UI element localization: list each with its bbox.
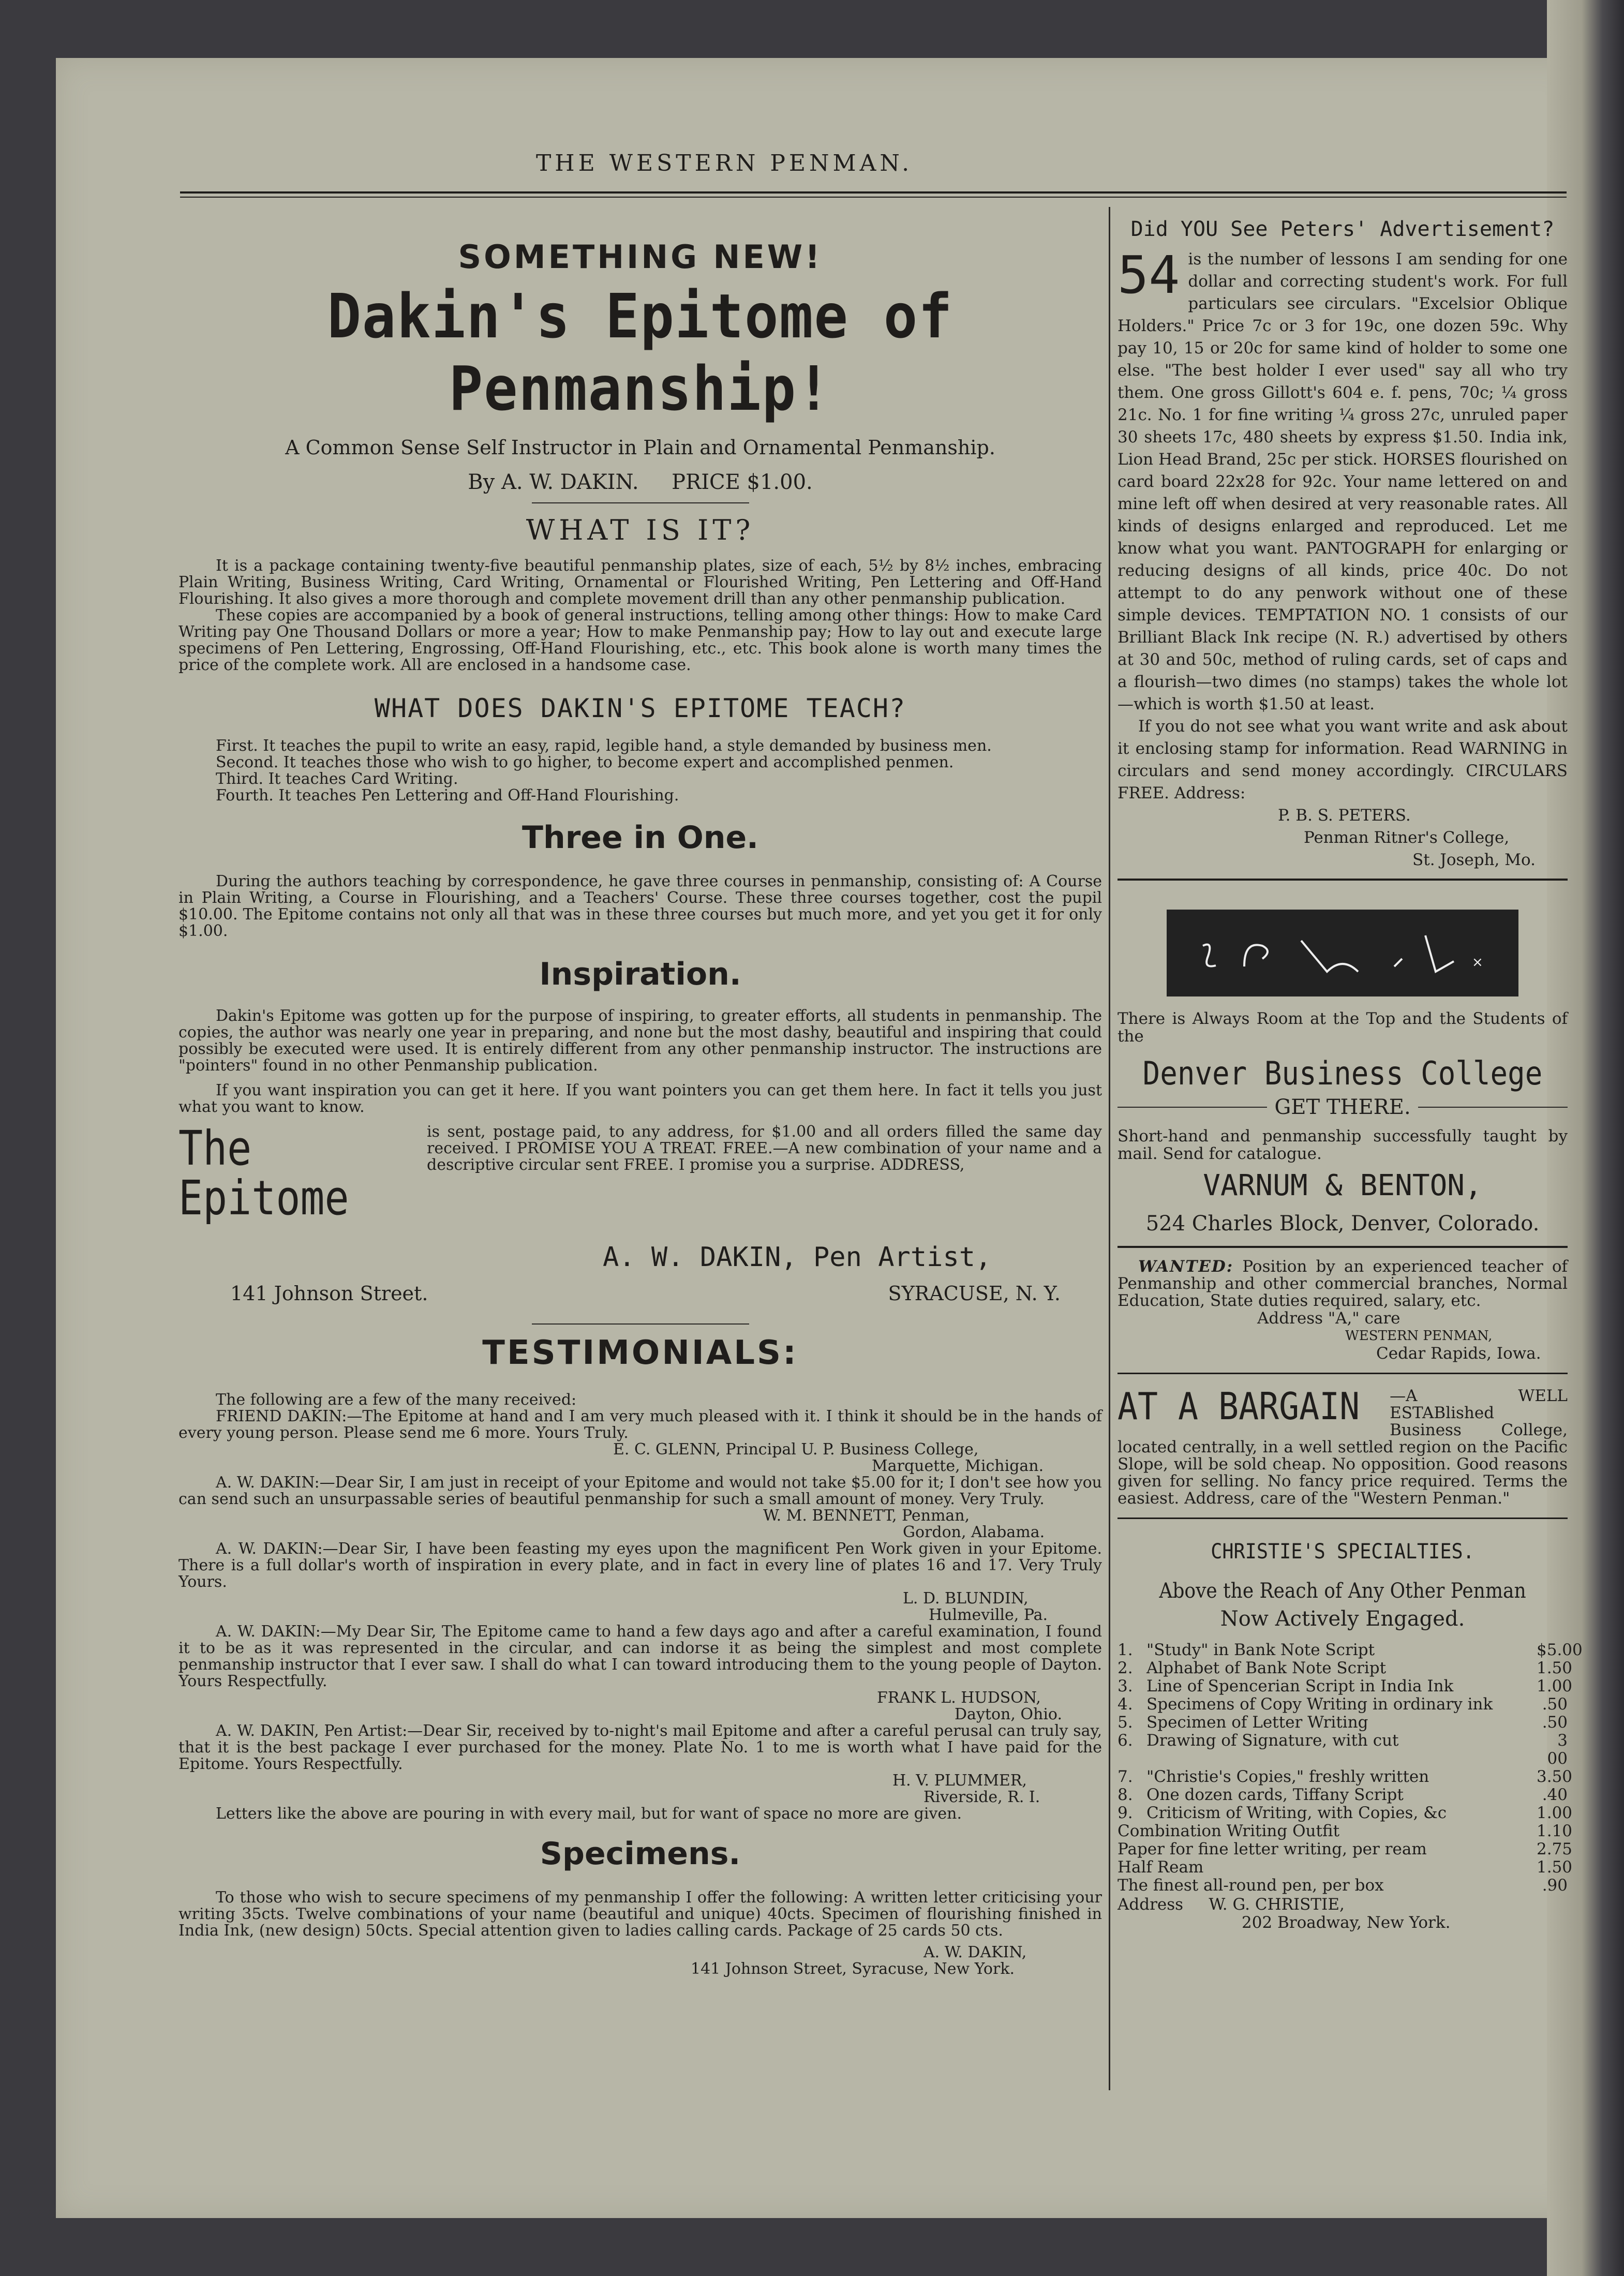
- testimonial-1-place: Marquette, Michigan.: [872, 1457, 1044, 1475]
- epitome-paragraph: is sent, postage paid, to any address, for $1.00 and all orders filled the same day received. I PROMISE YOU A TREAT. FREE.—A new combination of your name and a descriptive circular sent FREE. I promise you a surprise. ADDRESS,: [427, 1123, 1102, 1174]
- price-list-price: 1.10: [1537, 1822, 1573, 1840]
- teach-second: Second. It teaches those who wish to go higher, to become expert and accomplished penmen.: [216, 753, 954, 771]
- testimonials-intro: The following are a few of the many received:: [216, 1391, 577, 1409]
- testimonial-2-signature: W. M. BENNETT, Penman,: [763, 1507, 970, 1525]
- price-list-item-name: Drawing of Signature, with cut: [1146, 1731, 1399, 1750]
- christie-subheading-1: Above the Reach of Any Other Penman: [1159, 1579, 1526, 1603]
- christie-subheading-2: Now Actively Engaged.: [1220, 1607, 1465, 1631]
- teach-heading: WHAT DOES DAKIN'S EPITOME TEACH?: [374, 693, 906, 723]
- price-list-item: [1118, 1714, 1568, 1732]
- peters-college: Penman Ritner's College,: [1304, 828, 1510, 847]
- testimonials-outro: Letters like the above are pouring in with every mail, but for want of space no more are given.: [216, 1805, 962, 1823]
- price-list-item-name: Line of Spencerian Script in India Ink: [1146, 1677, 1454, 1695]
- christie-address-city: 202 Broadway, New York.: [1242, 1913, 1451, 1932]
- testimonial-5-signature: H. V. PLUMMER,: [892, 1772, 1027, 1790]
- byline: By A. W. DAKIN. PRICE $1.00.: [468, 470, 813, 494]
- svg-text:×: ×: [1472, 955, 1483, 970]
- price-list-item-name: The finest all-round pen, per box: [1118, 1876, 1384, 1895]
- three-paragraph: During the authors teaching by correspondence, he gave three courses in penmanship, consisting of: A Course in Plain Writing, a Course in Flourishing, and a Teachers' Course. These three courses together, cost the pupil $10.00. The Epitome contains not only all that was in these three courses but much more, and yet you get it for only $1.00.: [178, 872, 1102, 940]
- price-list-item: [1118, 1840, 1573, 1858]
- price-list-price: .90: [1542, 1876, 1568, 1895]
- testimonial-3-signature: L. D. BLUNDIN,: [903, 1589, 1029, 1608]
- price-list-item: [1118, 1767, 1573, 1786]
- specimens-heading: Specimens.: [540, 1836, 741, 1872]
- testimonial-1-signature: E. C. GLENN, Principal U. P. Business College,: [613, 1440, 979, 1459]
- column-divider: [1109, 207, 1110, 2090]
- header-rule: [180, 191, 1567, 194]
- peters-heading: Did YOU See Peters' Advertisement?: [1130, 217, 1555, 241]
- peters-paragraph-2: If you do not see what you want write and ask about it enclosing stamp for information. Read WARNING in circulars and send money accordingly. CIRCULARS FREE. Address:: [1118, 717, 1568, 802]
- section-rule: [1118, 1518, 1568, 1519]
- testimonial-2-place: Gordon, Alabama.: [903, 1523, 1045, 1541]
- price-list-price: 3 00: [1547, 1731, 1568, 1768]
- get-there-slogan: GET THERE.: [1274, 1095, 1411, 1119]
- section-rule: [1118, 1246, 1568, 1248]
- price-list-item-name: Combination Writing Outfit: [1118, 1822, 1340, 1840]
- inspiration-paragraph-2: If you want inspiration you can get it here. If you want pointers you can get them here. In fact it tells you just what you want to know.: [178, 1081, 1102, 1116]
- price-list-item-name: Criticism of Writing, with Copies, &c: [1146, 1804, 1447, 1822]
- teach-third: Third. It teaches Card Writing.: [216, 770, 458, 788]
- price-list-price: 1.00: [1537, 1804, 1573, 1822]
- wanted-publication: WESTERN PENMAN,: [1345, 1328, 1493, 1344]
- inspiration-heading: Inspiration.: [539, 956, 741, 992]
- price-list-item-name: "Study" in Bank Note Script: [1146, 1641, 1375, 1659]
- bargain-heading: AT A BARGAIN: [1118, 1385, 1360, 1428]
- denver-firm: VARNUM & BENTON,: [1203, 1169, 1482, 1202]
- section-rule: [1118, 879, 1568, 881]
- peters-paragraph: is the number of lessons I am sending for one dollar and correcting student's work. For full particulars see circulars. "Excelsior Oblique Holders." Price 7c or 3 for 19c, one dozen 59c. Why pay 10, 15 or 20c for same kind of holder to some one else. "The best holder I ever used" say all who try them. One gross Gillott's 604 e. f. pens, 70c; ¼ gross 21c. No. 1 for fine writing ¼ gross 27c, unruled paper 30 sheets 17c, 480 sheets by express $1.50. India ink, Lion Head Brand, 25c per stick. HORSES flourished on card board 22x28 for 92c. Your name lettered on and mine left off when desired at very reasonable rates. All kinds of designs enlarged and reproduced. Let me know what you want. PANTOGRAPH for enlarging or reducing designs of all kinds, price 40c. Do not attempt to do any penwork without one of these simple devices. TEMPTATION NO. 1 consists of our Brilliant Black Ink recipe (N. R.) advertised by others at 30 and 50c, method of ruling cards, set of caps and a flourish—two dimes (no stamps) takes the whole lot—which is worth $1.50 at least.: [1118, 250, 1568, 713]
- denver-address: 524 Charles Block, Denver, Colorado.: [1145, 1212, 1540, 1236]
- price-list-number: 4.: [1118, 1695, 1133, 1714]
- signature-city: SYRACUSE, N. Y.: [888, 1282, 1061, 1305]
- peters-city: St. Joseph, Mo.: [1412, 851, 1536, 869]
- denver-intro: There is Always Room at the Top and the Students of the: [1118, 1009, 1568, 1046]
- signature-street: 141 Johnson Street.: [230, 1282, 428, 1305]
- section-rule: [1118, 1373, 1568, 1374]
- price-list-item-name: One dozen cards, Tiffany Script: [1146, 1786, 1404, 1804]
- price-list-price: 1.00: [1537, 1677, 1573, 1695]
- specimens-signature: A. W. DAKIN,: [923, 1943, 1027, 1961]
- price-list-item-name: Specimen of Letter Writing: [1146, 1713, 1368, 1732]
- what-is-it-heading: WHAT IS IT?: [526, 514, 755, 546]
- peters-number: 54: [1118, 245, 1180, 305]
- price-list-number: 6.: [1118, 1731, 1133, 1750]
- testimonial-4-signature: FRANK L. HUDSON,: [877, 1689, 1041, 1707]
- price-list-price: .40: [1542, 1786, 1568, 1804]
- testimonial-3: A. W. DAKIN:—Dear Sir, I have been feasting my eyes upon the magnificent Pen Work given in your Epitome. There is a full dollar's worth of inspiration in every plate, and in fact in every line of plates 16 and 17. Very Truly Yours.: [178, 1540, 1102, 1591]
- price-list-price: .50: [1542, 1695, 1568, 1714]
- inspiration-paragraph-1: Dakin's Epitome was gotten up for the purpose of inspiring, to greater efforts, all students in penmanship. The copies, the author was nearly one year in preparing, and none but the most dashy, beautiful and inspiring that could possibly be executed were used. It is entirely different from any other penmanship instructor. The instructions are "pointers" found in no other Penmanship publication.: [178, 1007, 1102, 1075]
- testimonial-4-place: Dayton, Ohio.: [955, 1705, 1062, 1723]
- price-list-item-name: Alphabet of Bank Note Script: [1146, 1659, 1387, 1677]
- signature-name: A. W. DAKIN, Pen Artist,: [603, 1242, 992, 1273]
- price-list-item: [1118, 1822, 1573, 1840]
- main-title: Dakin's Epitome of Penmanship!: [327, 280, 953, 424]
- price-list-item: [1118, 1877, 1568, 1895]
- price-list-item: [1118, 1732, 1568, 1768]
- price-list-price: 1.50: [1537, 1858, 1573, 1877]
- price-list-number: 3.: [1118, 1677, 1133, 1695]
- flourish-strokes-icon: [1167, 910, 1518, 996]
- peters-signature: P. B. S. PETERS.: [1278, 806, 1411, 825]
- testimonial-4: A. W. DAKIN:—My Dear Sir, The Epitome came to hand a few days ago and after a careful examination, I found it to be as it was represented in the circular, and can indorse it as being the simplest and most complete penmanship instructor that I ever saw. I shall do what I can toward introducing them to the young people of Dayton. Yours Respectfully.: [178, 1623, 1102, 1690]
- price-list-price: 1.50: [1537, 1659, 1573, 1677]
- page-header: THE WESTERN PENMAN.: [535, 150, 913, 176]
- price-list-price: 2.75: [1537, 1840, 1573, 1858]
- divider: [532, 502, 749, 503]
- price-list-item-name: Specimens of Copy Writing in ordinary ink: [1146, 1695, 1493, 1714]
- price-list-number: 5.: [1118, 1713, 1133, 1732]
- price-list-number: 7.: [1118, 1767, 1133, 1786]
- price-list-price: $5.00: [1537, 1641, 1583, 1659]
- divider: [532, 1323, 749, 1325]
- price-list-number: 9.: [1118, 1804, 1133, 1822]
- price-list-item: [1118, 1677, 1573, 1695]
- price-list-price: 3.50: [1537, 1767, 1573, 1786]
- penmanship-movement-drill-image: [1167, 910, 1518, 996]
- denver-title: Denver Business College: [1142, 1054, 1543, 1092]
- wanted-label: WANTED:: [1138, 1257, 1234, 1276]
- bargain-paragraph: —A WELL ESTABlished Business College, located centrally, in a well settled region on the Pacific Slope, will be sold cheap. No opposition. Good reasons given for selling. No fancy price required. Terms the easiest. Address, care of the "Western Penman.": [1118, 1387, 1568, 1508]
- right-column: [1118, 207, 1583, 1932]
- teach-first: First. It teaches the pupil to write an easy, rapid, legible hand, a style demanded by business men.: [216, 737, 992, 755]
- epitome-big-text: The Epitome: [178, 1121, 349, 1226]
- price-list-item: [1118, 1659, 1573, 1677]
- price-list-number: 1.: [1118, 1641, 1133, 1659]
- price-list-number: 8.: [1118, 1786, 1133, 1804]
- price-list-item: [1118, 1804, 1573, 1822]
- price-list-item: [1118, 1858, 1573, 1877]
- denver-paragraph: Short-hand and penmanship successfully taught by mail. Send for catalogue.: [1118, 1127, 1568, 1163]
- teach-fourth: Fourth. It teaches Pen Lettering and Off-Hand Flourishing.: [216, 786, 679, 805]
- wanted-address: Address "A," care: [1257, 1309, 1400, 1328]
- what-paragraph-1: It is a package containing twenty-five beautiful penmanship plates, size of each, 5½ by 8½ inches, embracing Plain Writing, Business Writing, Card Writing, Ornamental or Flourished Writing, Pen Lettering and Off-Hand Flourishing. It also gives a more thorough and complete movement drill than any other penmanship publication.: [178, 557, 1102, 608]
- three-in-one-heading: Three in One.: [522, 820, 758, 856]
- price-list-item: [1118, 1695, 1568, 1714]
- price-list-price: .50: [1542, 1713, 1568, 1732]
- price-list-number: 2.: [1118, 1659, 1133, 1677]
- specimens-paragraph: To those who wish to secure specimens of my penmanship I offer the following: A written letter criticising your writing 35cts. Twelve combinations of your name (beautiful and unique) 40cts. Specimen of flourishing finished in India Ink, (new design) 50cts. Special attention given to ladies calling cards. Package of 25 cards 50 cts.: [178, 1888, 1102, 1940]
- price-list-item: [1118, 1786, 1568, 1804]
- something-new-heading: SOMETHING NEW!: [458, 238, 823, 276]
- testimonial-5-place: Riverside, R. I.: [923, 1788, 1040, 1806]
- christie-price-list: [1118, 1641, 1583, 1895]
- specimens-address: 141 Johnson Street, Syracuse, New York.: [691, 1960, 1015, 1978]
- wanted-paragraph: Position by an experienced teacher of Penmanship and other commercial branches, Normal Education, State duties required, salary, etc.: [1118, 1257, 1568, 1310]
- price-list-item-name: "Christie's Copies," freshly written: [1146, 1767, 1429, 1786]
- price-list-item: [1118, 1641, 1583, 1659]
- dakin-advertisement: [178, 228, 1102, 1977]
- testimonial-3-place: Hulmeville, Pa.: [929, 1606, 1048, 1624]
- testimonials-heading: TESTIMONIALS:: [482, 1334, 798, 1372]
- testimonial-5: A. W. DAKIN, Pen Artist:—Dear Sir, received by to-night's mail Epitome and after a careful perusal can truly say, that it is the best package I ever purchased for the money. Plate No. 1 to me is worth what I have paid for the Epitome. Yours Respectfully.: [178, 1722, 1102, 1773]
- price-list-item-name: Paper for fine letter writing, per ream: [1118, 1840, 1427, 1858]
- header-rule-thin: [180, 197, 1567, 198]
- testimonial-1: FRIEND DAKIN:—The Epitome at hand and I am very much pleased with it. I think it should be in the hands of every young person. Please send me 6 more. Yours Truly.: [178, 1407, 1102, 1442]
- testimonial-2: A. W. DAKIN:—Dear Sir, I am just in receipt of your Epitome and would not take $5.00 for it; I don't see how you can send such an unsurpassable series of beautiful penmanship for such a small amount of money. Very Truly.: [178, 1474, 1102, 1508]
- christie-address: Address W. G. CHRISTIE,: [1118, 1895, 1345, 1914]
- what-paragraph-2: These copies are accompanied by a book of general instructions, telling among other things: How to make Card Writing pay One Thousand Dollars or more a year; How to make Penmanship pay; How to lay out and execute large specimens of Pen Lettering, Engrossing, Off-Hand Flourishing, etc., etc. This book alone is worth many times the price of the complete work. All are enclosed in a handsome case.: [178, 606, 1102, 674]
- price-list-item-name: Half Ream: [1118, 1858, 1204, 1877]
- wanted-city: Cedar Rapids, Iowa.: [1376, 1344, 1541, 1363]
- subtitle: A Common Sense Self Instructor in Plain and Ornamental Penmanship.: [285, 436, 995, 459]
- christie-heading: CHRISTIE'S SPECIALTIES.: [1211, 1540, 1474, 1564]
